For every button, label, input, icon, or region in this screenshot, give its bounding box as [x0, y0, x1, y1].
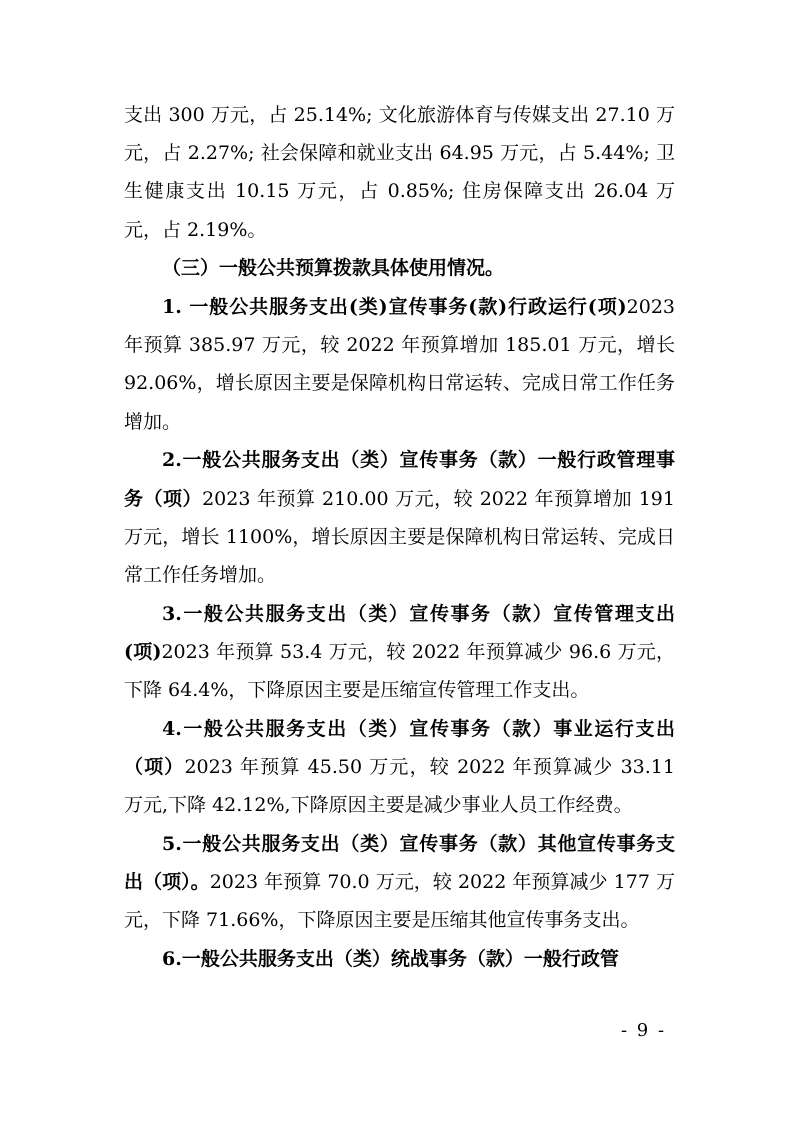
- section-heading-appropriation-usage: [124, 249, 675, 287]
- item-text: 2023 年预算 53.4 万元，较 2022 年预算减少 96.6 万元，下降 64.4%，下降原因主要是压缩宣传管理工作支出。: [124, 640, 675, 702]
- item-lead: 3.一般公共服务支出（类）宣传事务（款）宣传管理支出(项): [124, 602, 675, 663]
- item-2-general-administration: [124, 441, 675, 594]
- item-text: 2023 年预算 210.00 万元，较 2022 年预算增加 191 万元，增长 1100%，增长原因主要是保障机构日常运转、完成日常工作任务增加。: [124, 487, 675, 586]
- item-1-administrative-operation: [124, 288, 675, 441]
- item-lead: 5.一般公共服务支出（类）宣传事务（款）其他宣传事务支出（项）。: [124, 832, 675, 894]
- item-5-other-publicity: [124, 825, 675, 940]
- paragraph-text: 支出 300 万元，占 25.14%; 文化旅游体育与传媒支出 27.10 万元，占 2.27%; 社会保障和就业支出 64.95 万元，占 5.44%; 卫生健康支出 10.15 万元，占 0.85%; 住房保障支出 26.04 万元，占 2.19%。: [124, 104, 675, 241]
- heading-text: （三）一般公共预算拨款具体使用情况。: [162, 257, 505, 280]
- item-lead: 4.一般公共服务支出（类）宣传事务（款）事业运行支出（项）: [124, 717, 675, 778]
- page-number: - 9 -: [621, 1020, 667, 1041]
- body-text: [124, 96, 675, 978]
- item-4-institution-operation: [124, 710, 675, 825]
- item-lead: 6.一般公共服务支出（类）统战事务（款）一般行政管: [162, 947, 619, 970]
- item-text: 2023 年预算 70.0 万元，较 2022 年预算减少 177 万元，下降 71.66%，下降原因主要是压缩其他宣传事务支出。: [124, 871, 675, 932]
- item-text: 2023 年预算 385.97 万元，较 2022 年预算增加 185.01 万元，增长 92.06%，增长原因主要是保障机构日常运转、完成日常工作任务增加。: [124, 296, 675, 433]
- paragraph-expenditure-summary: [124, 96, 675, 249]
- item-lead: 1. 一般公共服务支出(类)宣传事务(款)行政运行(项): [162, 296, 627, 319]
- item-6-united-front: [124, 940, 675, 978]
- item-lead: 2.一般公共服务支出（类）宣传事务（款）一般行政管理事务（项）: [124, 449, 675, 510]
- item-text: 2023 年预算 45.50 万元，较 2022 年预算减少 33.11 万元,下降 42.12%,下降原因主要是减少事业人员工作经费。: [124, 755, 675, 817]
- item-3-publicity-management: [124, 595, 675, 710]
